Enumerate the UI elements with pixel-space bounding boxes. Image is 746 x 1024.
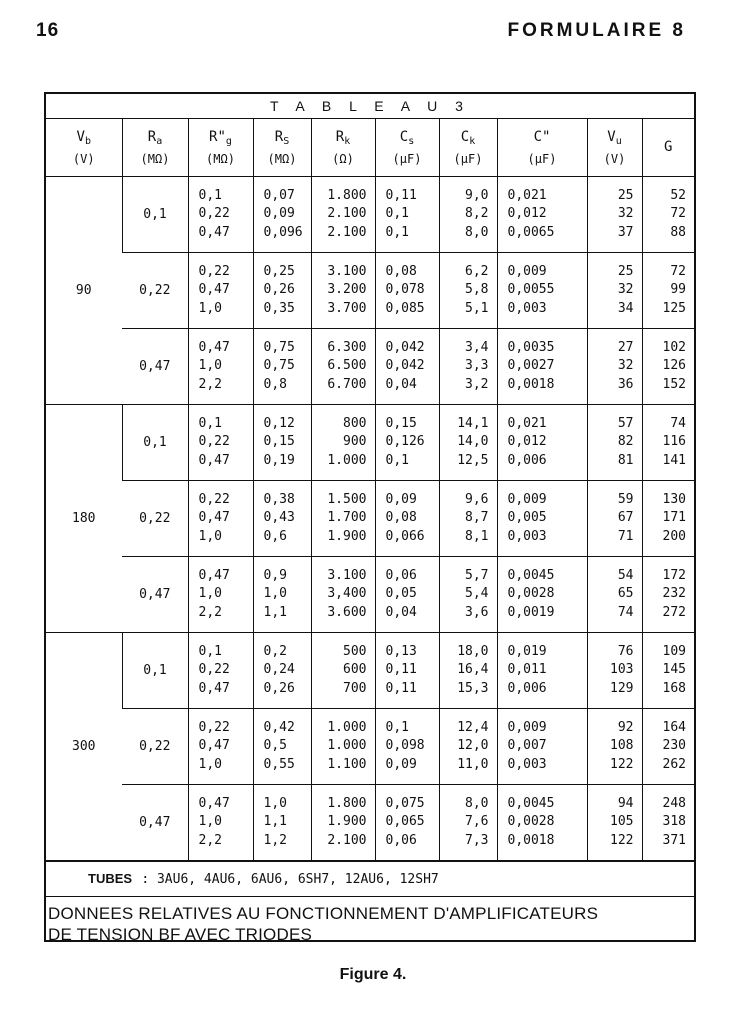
figure-label: Figure 4. bbox=[339, 966, 407, 983]
table-row bbox=[46, 557, 694, 633]
table-row bbox=[46, 329, 694, 405]
ck-cell: 3,4 3,3 3,2 bbox=[439, 329, 497, 405]
column-unit: (µF) bbox=[527, 151, 557, 166]
rs-cell: 0,12 0,15 0,19 bbox=[253, 405, 311, 481]
vu-cell: 76 103 129 bbox=[587, 633, 642, 709]
g-cell: 102 126 152 bbox=[642, 329, 694, 405]
c2-cell: 0,0045 0,0028 0,0019 bbox=[497, 557, 587, 633]
column-symbol: R bbox=[147, 128, 157, 145]
table-row bbox=[46, 177, 694, 253]
g-cell: 109 145 168 bbox=[642, 633, 694, 709]
c2-cell: 0,009 0,005 0,003 bbox=[497, 481, 587, 557]
ck-cell: 12,4 12,0 11,0 bbox=[439, 709, 497, 785]
vu-cell: 54 65 74 bbox=[587, 557, 642, 633]
data-table bbox=[46, 119, 694, 861]
g-cell: 74 116 141 bbox=[642, 405, 694, 481]
cs-cell: 0,06 0,05 0,04 bbox=[375, 557, 439, 633]
ck-cell: 8,0 7,6 7,3 bbox=[439, 785, 497, 861]
cs-cell: 0,08 0,078 0,085 bbox=[375, 253, 439, 329]
ck-cell: 14,1 14,0 12,5 bbox=[439, 405, 497, 481]
rk-cell: 1.800 2.100 2.100 bbox=[311, 177, 375, 253]
cs-cell: 0,1 0,098 0,09 bbox=[375, 709, 439, 785]
rs-cell: 0,42 0,5 0,55 bbox=[253, 709, 311, 785]
column-symbol: V bbox=[76, 128, 85, 145]
column-symbol: G bbox=[664, 138, 673, 155]
rk-cell: 500 600 700 bbox=[311, 633, 375, 709]
column-header bbox=[439, 119, 497, 177]
table-body bbox=[46, 177, 694, 861]
vu-cell: 94 105 122 bbox=[587, 785, 642, 861]
column-subscript: S bbox=[283, 135, 290, 147]
column-symbol: C bbox=[460, 128, 470, 145]
column-unit: (MΩ) bbox=[267, 151, 297, 166]
rg-cell: 0,47 1,0 2,2 bbox=[188, 329, 253, 405]
g-cell: 52 72 88 bbox=[642, 177, 694, 253]
rs-cell: 0,2 0,24 0,26 bbox=[253, 633, 311, 709]
vu-cell: 27 32 36 bbox=[587, 329, 642, 405]
table-row bbox=[46, 405, 694, 481]
caption bbox=[46, 897, 694, 945]
column-subscript: g bbox=[225, 135, 232, 147]
column-unit: (MΩ) bbox=[140, 151, 170, 166]
rk-cell: 6.300 6.500 6.700 bbox=[311, 329, 375, 405]
vb-cell: 300 bbox=[46, 633, 122, 861]
rg-cell: 0,22 0,47 1,0 bbox=[188, 481, 253, 557]
column-subscript: b bbox=[84, 135, 91, 147]
rk-cell: 800 900 1.000 bbox=[311, 405, 375, 481]
column-header bbox=[587, 119, 642, 177]
tubes-label: TUBES bbox=[88, 871, 133, 886]
column-unit: (µF) bbox=[392, 151, 422, 166]
ra-cell: 0,22 bbox=[139, 283, 171, 298]
ra-cell: 0,22 bbox=[139, 739, 171, 754]
c2-cell: 0,021 0,012 0,006 bbox=[497, 405, 587, 481]
column-symbol: C" bbox=[533, 128, 551, 145]
column-subscript: a bbox=[156, 135, 163, 147]
table-frame bbox=[44, 92, 696, 942]
ra-cell: 0,1 bbox=[122, 405, 188, 481]
column-header bbox=[497, 119, 587, 177]
g-cell: 72 99 125 bbox=[642, 253, 694, 329]
g-cell: 164 230 262 bbox=[642, 709, 694, 785]
column-symbol: V bbox=[607, 128, 616, 145]
table-row bbox=[46, 785, 694, 861]
rk-cell: 1.500 1.700 1.900 bbox=[311, 481, 375, 557]
rs-cell: 0,25 0,26 0,35 bbox=[253, 253, 311, 329]
vu-cell: 92 108 122 bbox=[587, 709, 642, 785]
rk-cell: 3.100 3,400 3.600 bbox=[311, 557, 375, 633]
column-unit: (V) bbox=[72, 151, 95, 166]
table-row bbox=[46, 253, 694, 329]
rs-cell: 0,38 0,43 0,6 bbox=[253, 481, 311, 557]
column-header bbox=[46, 119, 122, 177]
column-unit: (µF) bbox=[453, 151, 483, 166]
rg-cell: 0,1 0,22 0,47 bbox=[188, 405, 253, 481]
rk-cell: 1.800 1.900 2.100 bbox=[311, 785, 375, 861]
table-row bbox=[46, 709, 694, 785]
vu-cell: 59 67 71 bbox=[587, 481, 642, 557]
rk-cell: 3.100 3.200 3.700 bbox=[311, 253, 375, 329]
table-title: T A B L E A U 3 bbox=[46, 94, 694, 119]
ck-cell: 18,0 16,4 15,3 bbox=[439, 633, 497, 709]
rs-cell: 1,0 1,1 1,2 bbox=[253, 785, 311, 861]
cs-cell: 0,11 0,1 0,1 bbox=[375, 177, 439, 253]
ck-cell: 9,6 8,7 8,1 bbox=[439, 481, 497, 557]
c2-cell: 0,019 0,011 0,006 bbox=[497, 633, 587, 709]
rk-cell: 1.000 1.000 1.100 bbox=[311, 709, 375, 785]
column-subscript: k bbox=[344, 135, 351, 147]
column-symbol: C bbox=[399, 128, 409, 145]
ra-cell: 0,47 bbox=[122, 785, 188, 861]
ra-cell: 0,47 bbox=[122, 557, 188, 633]
cs-cell: 0,09 0,08 0,066 bbox=[375, 481, 439, 557]
rg-cell: 0,22 0,47 1,0 bbox=[188, 709, 253, 785]
g-cell: 248 318 371 bbox=[642, 785, 694, 861]
rg-cell: 0,47 1,0 2,2 bbox=[188, 557, 253, 633]
ra-cell: 0,47 bbox=[122, 329, 188, 405]
column-header bbox=[375, 119, 439, 177]
rg-cell: 0,1 0,22 0,47 bbox=[188, 633, 253, 709]
vu-cell: 57 82 81 bbox=[587, 405, 642, 481]
column-header bbox=[122, 119, 188, 177]
ck-cell: 5,7 5,4 3,6 bbox=[439, 557, 497, 633]
vb-cell: 180 bbox=[46, 405, 122, 633]
cs-cell: 0,042 0,042 0,04 bbox=[375, 329, 439, 405]
vb-cell: 90 bbox=[46, 177, 122, 405]
column-header bbox=[642, 119, 694, 177]
column-header bbox=[253, 119, 311, 177]
cs-cell: 0,075 0,065 0,06 bbox=[375, 785, 439, 861]
ck-cell: 6,2 5,8 5,1 bbox=[439, 253, 497, 329]
ck-cell: 9,0 8,2 8,0 bbox=[439, 177, 497, 253]
column-symbol: R bbox=[335, 128, 345, 145]
column-header bbox=[311, 119, 375, 177]
column-header bbox=[188, 119, 253, 177]
table-row bbox=[46, 633, 694, 709]
cs-cell: 0,13 0,11 0,11 bbox=[375, 633, 439, 709]
column-subscript: k bbox=[469, 135, 476, 147]
tubes-row bbox=[46, 861, 694, 897]
g-cell: 130 171 200 bbox=[642, 481, 694, 557]
c2-cell: 0,009 0,0055 0,003 bbox=[497, 253, 587, 329]
c2-cell: 0,0045 0,0028 0,0018 bbox=[497, 785, 587, 861]
caption-line-1: DONNEES RELATIVES AU FONCTIONNEMENT D'AMPLIFICATEURS bbox=[48, 904, 599, 923]
ra-cell: 0,22 bbox=[139, 511, 171, 526]
running-title: FORMULAIRE 8 bbox=[507, 20, 686, 41]
column-subscript: u bbox=[615, 135, 622, 147]
cs-cell: 0,15 0,126 0,1 bbox=[375, 405, 439, 481]
header-row bbox=[46, 119, 694, 177]
column-unit: (Ω) bbox=[332, 151, 354, 166]
column-subscript: s bbox=[408, 135, 415, 147]
rg-cell: 0,47 1,0 2,2 bbox=[188, 785, 253, 861]
c2-cell: 0,009 0,007 0,003 bbox=[497, 709, 587, 785]
rs-cell: 0,07 0,09 0,096 bbox=[253, 177, 311, 253]
table-row bbox=[46, 481, 694, 557]
c2-cell: 0,021 0,012 0,0065 bbox=[497, 177, 587, 253]
vu-cell: 25 32 37 bbox=[587, 177, 642, 253]
column-symbol: R bbox=[274, 128, 284, 145]
ra-cell: 0,1 bbox=[122, 633, 188, 709]
rs-cell: 0,9 1,0 1,1 bbox=[253, 557, 311, 633]
g-cell: 172 232 272 bbox=[642, 557, 694, 633]
rs-cell: 0,75 0,75 0,8 bbox=[253, 329, 311, 405]
c2-cell: 0,0035 0,0027 0,0018 bbox=[497, 329, 587, 405]
page-number: 16 bbox=[36, 20, 60, 41]
rg-cell: 0,1 0,22 0,47 bbox=[188, 177, 253, 253]
ra-cell: 0,1 bbox=[122, 177, 188, 253]
column-symbol: R" bbox=[209, 128, 226, 145]
tubes-list: : 3AU6, 4AU6, 6AU6, 6SH7, 12AU6, 12SH7 bbox=[141, 872, 439, 887]
vu-cell: 25 32 34 bbox=[587, 253, 642, 329]
rg-cell: 0,22 0,47 1,0 bbox=[188, 253, 253, 329]
column-unit: (V) bbox=[603, 151, 626, 166]
column-unit: (MΩ) bbox=[206, 151, 235, 166]
caption-line-2: DE TENSION BF AVEC TRIODES bbox=[48, 925, 313, 944]
